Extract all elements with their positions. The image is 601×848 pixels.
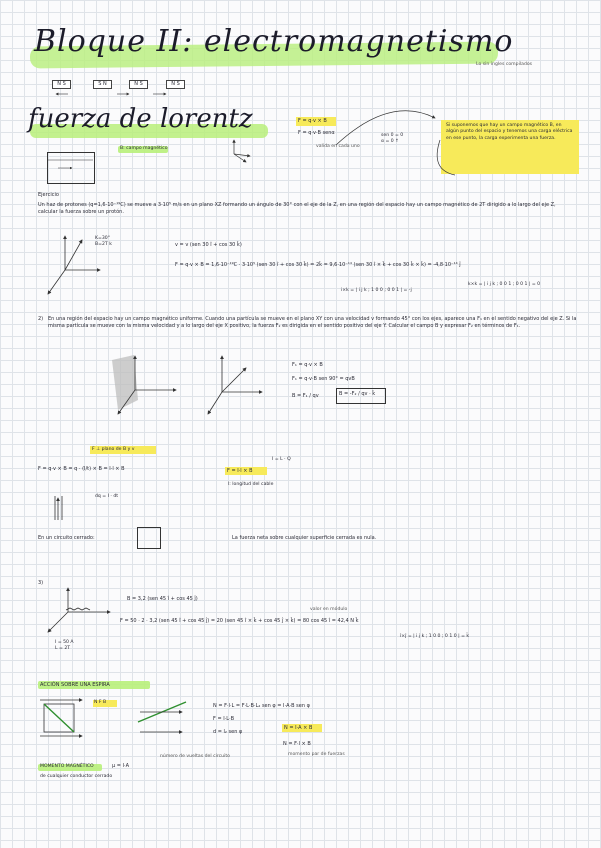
loop-eq3: d = l₂ sen φ [213, 729, 243, 735]
exercise-2-number: 2) [38, 316, 44, 322]
lorentz-formula-1: F = q·v × B [298, 118, 327, 124]
magnet-2: S N [93, 80, 112, 89]
closed-circuit-label: En un circuito cerrado: [38, 535, 95, 541]
exercise-2-eq1: F₁ = q·v × B [292, 362, 323, 368]
loop-title: ACCIÓN SOBRE UNA ESPIRA [40, 682, 110, 688]
normal-note: número de vueltas del circuito [160, 754, 230, 759]
loop-eq4: N = F·l × B [283, 741, 311, 747]
moment-description: de cualquier conductor cerrado [40, 774, 113, 779]
exercise-2-statement: En una región del espacio hay un campo magnético uniforme. Cuando una partícula se mueve en el plano XY con una velocidad v formando 45° con los ejes, aparece una F₁ en el sentido negativo del eje Z. Si la misma partícula se mueve con la misma velocidad y a lo largo del eje X positivo, la fuerza F₂ es dirigida en el sentido positivo del eje Y. Calcular el campo B y expresar F₂ en términos de F₁. [48, 316, 579, 329]
dq-eq: dq = I · dt [95, 494, 119, 499]
null-force-note: La fuerza neta sobre cualquier superficie cerrada es nula. [232, 535, 377, 541]
cross-product: F = q·v × B = q · (I/t) × B = I·l × B [38, 466, 125, 472]
wire-sketch [55, 496, 62, 520]
loop-eq2: F = I·L·B [213, 716, 235, 722]
length-note: l: longitud del cable [228, 482, 274, 487]
exercise-3-note: valor en módulo [310, 607, 348, 612]
section-title-lorentz: fuerza de lorentz [28, 104, 253, 134]
magnet-1: N S [52, 80, 71, 89]
exercise-3-det: î×ĵ = | i j k ; 1 0 0 ; 0 1 0 | = k̂ [400, 634, 470, 639]
magnet-4: N S [166, 80, 185, 89]
plane-note: F ⊥ plano de B y v [92, 447, 135, 452]
author-note: Lo sin ingles compilados [476, 62, 533, 67]
exercise-1-given: K=30° B=2T k [95, 236, 112, 248]
moment-title: MOMENTO MAGNÉTICO [40, 764, 94, 769]
determinant-kxk: k×k = | i j k ; 0 0 1 ; 0 0 1 | = 0 [468, 282, 541, 287]
loop-nfb: N F B [94, 700, 107, 705]
loop-drawing [40, 700, 186, 736]
exercise-3-number: 3) [38, 580, 44, 586]
exercise-heading: Ejercicio [38, 192, 59, 198]
exercise-2-eq-box: B = -F₂ / qv · k̂ [339, 391, 376, 397]
lorentz-axes [234, 111, 455, 175]
exercise-3-data: I = 50 A L = 2T [55, 640, 74, 652]
ex3-axes [48, 588, 110, 632]
magnet-3: N S [129, 80, 148, 89]
page-title: Bloque II: electromagnetismo [34, 24, 514, 59]
exercise-3-b: B = 3,2 (sen 45 î + cos 45 ĵ) [127, 596, 198, 602]
determinant-ixk: i×k = | i j k ; 1 0 0 ; 0 0 1 | = -j [341, 288, 412, 293]
current-eq: I = L · Q [272, 457, 291, 462]
cross-product-2: F = I·l × B [227, 468, 253, 474]
sen-values: sen 0 = 0 α = 0 ↑ [381, 133, 404, 145]
loop-eq1: N = F·l·L = F·L·B·L₂ sen φ = I·A·B sen φ [213, 703, 310, 709]
exercise-1-statement: Un haz de protones (q=1,6·10⁻¹⁹C) se mueve a 3·10⁵ m/s en un plano XZ formando un ángulo de 30° con el eje de la Z, en una región del espacio hay un campo magnético de 2T dirigido a lo largo del eje Z, calcular la fuerza sobre un protón. [38, 202, 558, 215]
ex2-figures [112, 355, 262, 414]
exercise-2-eq3: B = F₁ / qv [292, 393, 319, 399]
field-box-lines [47, 160, 93, 168]
exercise-1-force: F = q·v × B = 1,6·10⁻¹⁹C · 3·10⁵ (sen 30 î + cos 30 k̂) = 2k̂ = 9,6·10⁻¹⁴ (sen 30 î × k̂ + cos 30 k̂ × k̂) = -4,8·10⁻¹⁴ ĵ [175, 262, 461, 268]
lorentz-formula-2: F = q·v·B senα [298, 130, 335, 136]
exercise-2-eq2: F₁ = q·v·B sen 90° = qvB [292, 376, 355, 382]
torque-note: momento par de fuerzas [288, 752, 345, 757]
loop-eq-yellow: N = I·A × B [284, 725, 313, 731]
b-field-label: B: campo magnético [120, 146, 168, 151]
lorentz-callout: Si suponemos que hay un campo magnético B, en algún punto del espacio y tenemos una carga eléctrica en ese punto, la carga experimenta una fuerza. [446, 123, 574, 141]
exercise-1-velocity: v = v (sen 30 î + cos 30 k̂) [175, 242, 242, 248]
moment-eq: μ = I·A [112, 763, 130, 769]
exercise-3-force: F = 50 · 2 · 3,2 (sen 45 î + cos 45 ĵ) = 20 (sen 45 î × k̂ + cos 45 ĵ × k̂) = 80 cos 45 î = 42,4 N k̂ [120, 618, 359, 624]
lorentz-note: valida en cada uno [316, 144, 360, 149]
ex1-axes [48, 236, 100, 294]
